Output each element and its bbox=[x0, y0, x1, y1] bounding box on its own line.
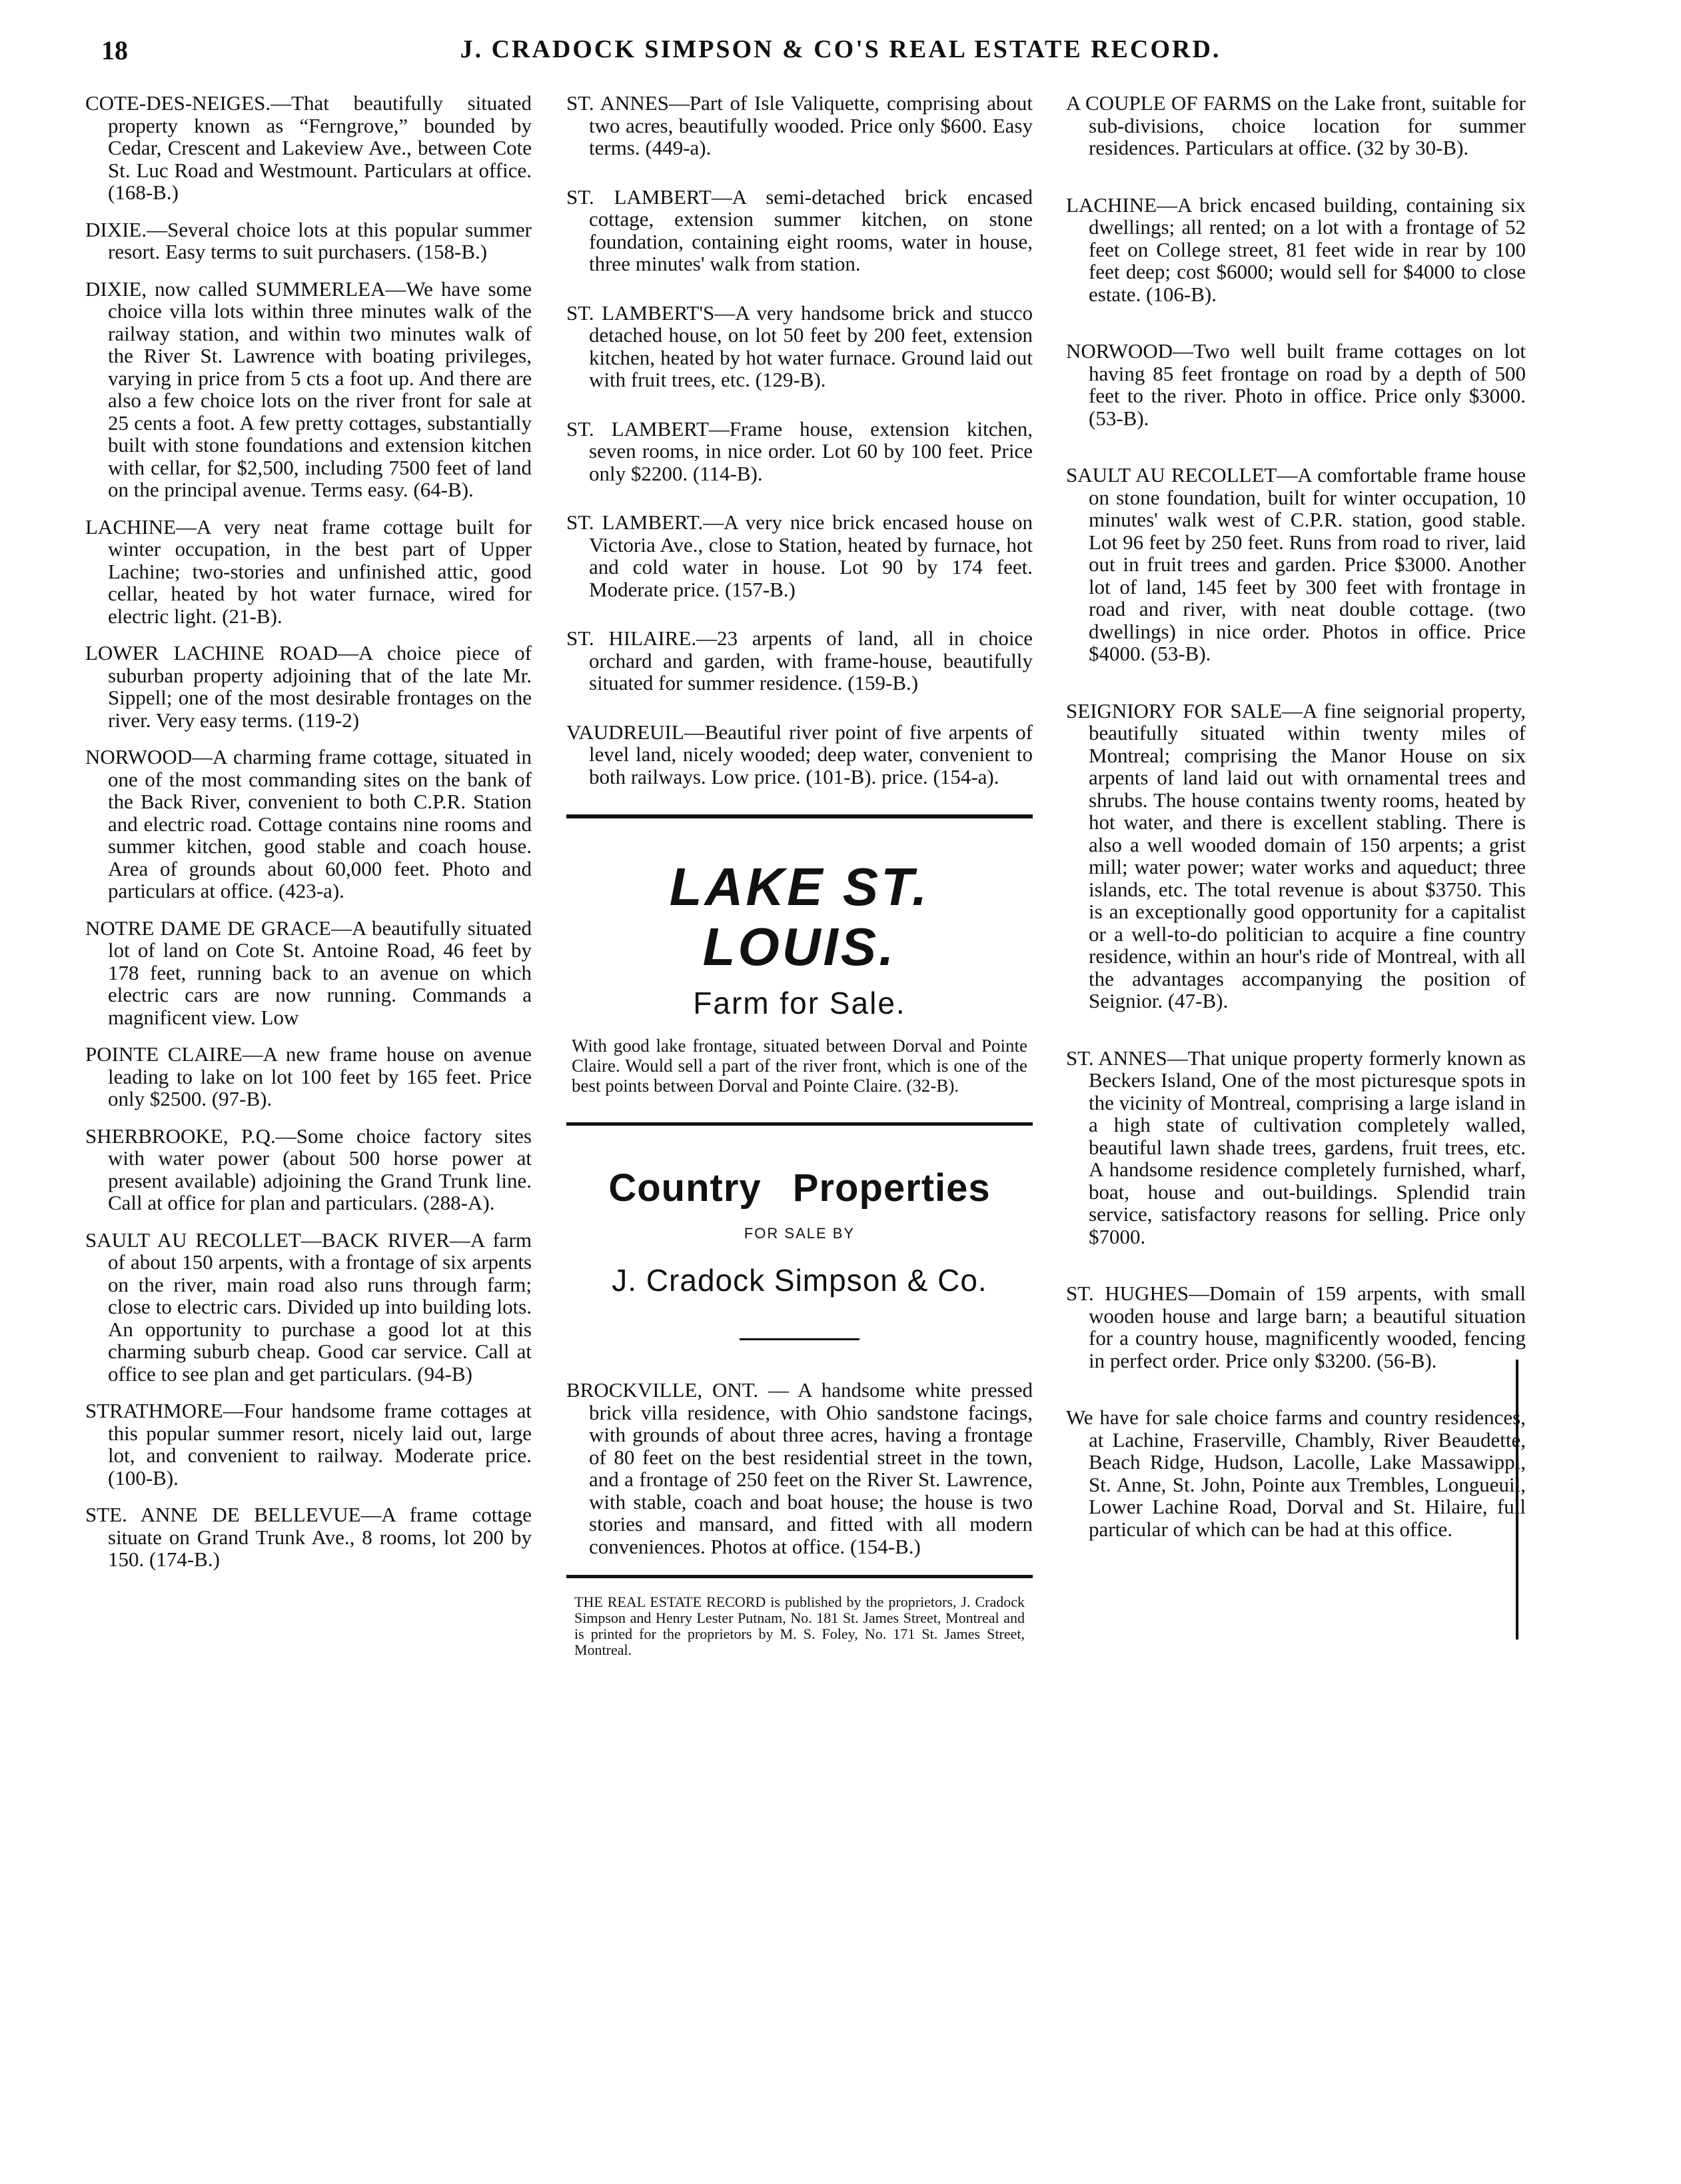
listing-st-lambert-semi-detached: ST. LAMBERT—A semi-detached brick encased cottage, extension summer kitchen, on stone foundation, containing eight rooms, water in house, three minutes' walk from station. bbox=[566, 185, 1033, 275]
ad-body: With good lake frontage, situated between Dorval and Pointe Claire. Would sell a part of the river front, which is one of the best points between Dorval and Pointe Claire. (32-B). bbox=[572, 1036, 1027, 1096]
listing-st-lamberts-detached: ST. LAMBERT'S—A very handsome brick and stucco detached house, on lot 50 feet by 200 feet, extension kitchen, heated by hot water furnace. Ground laid out with fruit trees, etc. (129-B). bbox=[566, 301, 1033, 391]
short-divider bbox=[740, 1338, 859, 1340]
right-column bbox=[1066, 92, 1526, 1575]
middle-column bbox=[566, 92, 1033, 1673]
divider-rule bbox=[566, 1575, 1033, 1578]
listing-norwood-cottages: NORWOOD—Two well built frame cottages on lot having 85 feet frontage on road by a depth of 500 feet to the river. Photo in office. Price only $3000. (53-B). bbox=[1066, 339, 1526, 430]
listing-lachine-brick: LACHINE—A brick encased building, containing six dwellings; all rented; on a lot with a frontage of 52 feet on College street, 81 feet wide in rear by 100 feet deep; cost $6000; would sell for $4000 to close estate. (106-B). bbox=[1066, 193, 1526, 306]
listing-st-hilaire: ST. HILAIRE.—23 arpents of land, all in choice orchard and garden, with frame-house, beautifully situated for summer residence. (159-B.) bbox=[566, 626, 1033, 694]
ad-subtitle: Farm for Sale. bbox=[693, 986, 906, 1020]
running-title: J. CRADOCK SIMPSON & CO'S REAL ESTATE RECORD. bbox=[460, 35, 1221, 63]
listing-sault-au-recollet-back-river: SAULT AU RECOLLET—BACK RIVER—A farm of about 150 arpents, with a frontage of six arpents on the river, main road also runs through farm; close to electric cars. Divided up into building lots. An opportunity to purchase a good lot at this charming suburb cheap. Good car service. Call at office to see plan and get particulars. (94-B) bbox=[85, 1228, 532, 1386]
listing-cote-des-neiges: COTE-DES-NEIGES.—That beautifully situated property known as “Ferngrove,” bounded by Cedar, Crescent and Lakeview Ave., between Cote St. Luc Road and Westmount. Particulars at office. (168-B.) bbox=[85, 91, 532, 204]
listing-lower-lachine-road: LOWER LACHINE ROAD—A choice piece of suburban property adjoining that of the late Mr. Sippell; one of the most desirable frontages on the river. Very easy terms. (119-2) bbox=[85, 641, 532, 732]
page-number: 18 bbox=[101, 35, 128, 65]
listing-vaudreuil: VAUDREUIL—Beautiful river point of five arpents of level land, nicely wooded; deep water, convenient to both railways. Low price. (101-B). price. (154-a). bbox=[566, 720, 1033, 788]
listing-ste-anne-de-bellevue: STE. ANNE DE BELLEVUE—A frame cottage situate on Grand Trunk Ave., 8 rooms, lot 200 by 150. (174-B.) bbox=[85, 1503, 532, 1571]
listing-sherbrooke: SHERBROOKE, P.Q.—Some choice factory sites with water power (about 500 horse power at present available) adjoining the Grand Trunk line. Call at office for plan and particulars. (288-A). bbox=[85, 1124, 532, 1214]
company-name: J. Cradock Simpson & Co. bbox=[612, 1263, 987, 1298]
listing-pointe-claire: POINTE CLAIRE—A new frame house on avenue leading to lake on lot 100 feet by 165 feet. Price only $2500. (97-B). bbox=[85, 1042, 532, 1110]
closing-note: We have for sale choice farms and country residences, at Lachine, Fraserville, Chambly, River Beaudette, Beach Ridge, Hudson, Lacolle, Lake Massawippi, St. Anne, St. John, Pointe aux Trembles, Longueuil, Lower Lachine Road, Dorval and St. Hilaire, full particular of which can be had at this office. bbox=[1066, 1406, 1526, 1541]
margin-bracket bbox=[1516, 1360, 1518, 1639]
listing-couple-of-farms: A COUPLE OF FARMS on the Lake front, suitable for sub-divisions, choice location for summer residences. Particulars at office. (32 by 30-B). bbox=[1066, 91, 1526, 159]
listing-strathmore: STRATHMORE—Four handsome frame cottages at this popular summer resort, nicely laid out, large lot, and convenient to railway. Moderate price. (100-B). bbox=[85, 1399, 532, 1490]
listing-st-lambert-brick: ST. LAMBERT.—A very nice brick encased house on Victoria Ave., close to Station, heated by furnace, hot and cold water in house. Lot 90 by 174 feet. Moderate price. (157-B.) bbox=[566, 511, 1033, 601]
listing-st-annes-isle-valiquette: ST. ANNES—Part of Isle Valiquette, comprising about two acres, beautifully wooded. Price only $600. Easy terms. (449-a). bbox=[566, 91, 1033, 159]
page-header bbox=[0, 35, 1681, 75]
listing-st-annes-beckers-island: ST. ANNES—That unique property formerly known as Beckers Island, One of the most picturesque spots in the vicinity of Montreal, comprising a large island in a high state of cultivation completely walled, beautiful lawn shade trees, gardens, fruit trees, etc. A handsome residence completely furnished, wharf, boat, house and out-buildings. Splendid train service, satisfactory reasons for selling. Price only $7000. bbox=[1066, 1046, 1526, 1248]
left-column bbox=[85, 92, 532, 1586]
listing-seigniory-for-sale: SEIGNIORY FOR SALE—A fine seignorial property, beautifully situated within twenty miles of Montreal; comprising the Manor House on six arpents of land laid out with ornamental trees and shrubs. The house contains twenty rooms, heated by hot water, and there is excellent stabling. There is also a well wooded domain of 150 arpents; a grist mill; water power; water works and aqueduct; three islands, etc. The total revenue is about $3750. This is an exceptionally good opportunity for a capitalist or a well-to-do politician to acquire a fine country residence, within an hour's ride of Montreal, with all the advantages accompanying the position of Seignior. (47-B). bbox=[1066, 698, 1526, 1012]
listing-dixie-summerlea: DIXIE, now called SUMMERLEA—We have some choice villa lots within three minutes walk of the railway station, and within two minutes walk of the River St. Lawrence with boating privileges, varying in price from 5 cts a foot up. And there are also a few choice lots on the river front for sale at 25 cents a foot. A few pretty cottages, substantially built with stone foundations and extension kitchen with cellar, for $2,500, including 7500 feet of land on the principal avenue. Terms easy. (64-B). bbox=[85, 277, 532, 501]
listing-st-lambert-frame: ST. LAMBERT—Frame house, extension kitchen, seven rooms, in nice order. Lot 60 by 100 feet. Price only $2200. (114-B). bbox=[566, 417, 1033, 485]
country-properties-block bbox=[566, 1166, 1033, 1298]
listing-notre-dame-de-grace: NOTRE DAME DE GRACE—A beautifully situated lot of land on Cote St. Antoine Road, 46 feet by 178 feet, running back to an avenue on which electric cars are now running. Commands a magnificent view. Low bbox=[85, 916, 532, 1029]
listing-brockville: BROCKVILLE, ONT. — A handsome white pressed brick villa residence, with Ohio sandstone facings, with grounds of about three acres, having a frontage of 80 feet on the best residential street in the town, and a frontage of 250 feet on the River St. Lawrence, with stable, coach and boat house; the house is two stories and mansard, and fitted with all modern conveniences. Photos at office. (154-B.) bbox=[566, 1378, 1033, 1558]
listing-dixie: DIXIE.—Several choice lots at this popular summer resort. Easy terms to suit purchasers. (158-B.) bbox=[85, 217, 532, 263]
listing-sault-au-recollet: SAULT AU RECOLLET—A comfortable frame house on stone foundation, built for winter occupation, 10 minutes' walk west of C.P.R. station, good stable. Lot 96 feet by 250 feet. Runs from road to river, laid out in fruit trees and garden. Price $3000. Another lot of land, 145 feet by 300 feet with frontage in road and river, with neat double cottage. (two dwellings) in nice order. Photos in office. Price $4000. (53-B). bbox=[1066, 463, 1526, 665]
divider-rule bbox=[566, 1122, 1033, 1126]
for-sale-by-label: FOR SALE BY bbox=[744, 1225, 855, 1242]
divider-rule bbox=[566, 814, 1033, 818]
lake-st-louis-ad bbox=[566, 857, 1033, 1096]
listing-st-hughes: ST. HUGHES—Domain of 159 arpents, with small wooden house and large barn; a beautiful situation for a country house, magnificently wooded, fencing in perfect order. Price only $3200. (56-B). bbox=[1066, 1282, 1526, 1372]
listing-lachine-cottage: LACHINE—A very neat frame cottage built for winter occupation, in the best part of Upper Lachine; two-stories and unfinished attic, good cellar, heated by hot water furnace, wired for electric light. (21-B). bbox=[85, 515, 532, 628]
ad-title: LAKE ST. LOUIS. bbox=[669, 857, 930, 976]
listing-norwood-cottage: NORWOOD—A charming frame cottage, situated in one of the most commanding sites on the bank of the Back River, convenient to both C.P.R. Station and electric road. Cottage contains nine rooms and summer kitchen, good stable and coach house. Area of grounds about 60,000 feet. Photo and particulars at office. (423-a). bbox=[85, 745, 532, 902]
country-properties-title: Country Properties bbox=[608, 1166, 991, 1210]
publication-imprint: THE REAL ESTATE RECORD is published by the proprietors, J. Cradock Simpson and Henry Lester Putnam, No. 181 St. James Street, Montreal and is printed for the proprietors by M. S. Foley, No. 171 St. James Street, Montreal. bbox=[574, 1594, 1025, 1658]
